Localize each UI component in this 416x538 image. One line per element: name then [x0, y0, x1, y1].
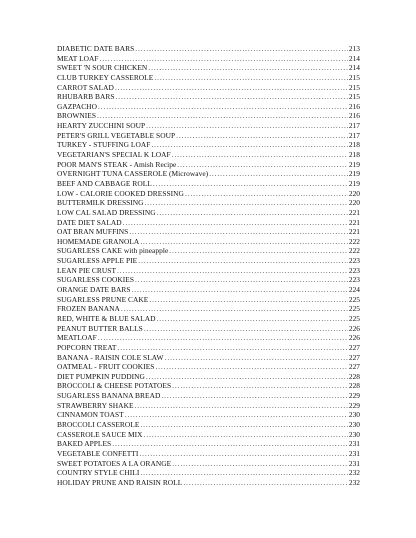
toc-entry-title: SUGARLESS COOKIES	[57, 275, 135, 285]
dot-leader	[153, 179, 348, 189]
toc-entry	[57, 362, 360, 372]
toc-entry	[57, 73, 360, 83]
toc-entry-page-number: 222	[348, 236, 360, 246]
toc-entry-title: LEAN PIE CRUST	[57, 265, 117, 275]
dot-leader	[157, 314, 348, 324]
toc-entry-title: BROCCOLI & CHEESE POTATOES	[57, 381, 172, 391]
table-of-contents	[57, 44, 360, 487]
toc-entry-title: RHUBARB BARS	[57, 92, 115, 102]
toc-entry-title: DIABETIC DATE BARS	[57, 44, 135, 53]
toc-entry	[57, 227, 360, 237]
toc-entry	[57, 198, 360, 208]
toc-entry-title: BROCCOLI CASSEROLE	[57, 419, 140, 429]
dot-leader	[176, 131, 348, 141]
dot-leader	[135, 401, 348, 411]
toc-entry	[57, 92, 360, 102]
toc-entry-title: DIET PUMPKIN PUDDING	[57, 371, 145, 381]
toc-entry-title: PETER'S GRILL VEGETABLE SOUP	[57, 130, 176, 140]
toc-entry-title: PEANUT BUTTER BALLS	[57, 323, 143, 333]
toc-entry	[57, 353, 360, 363]
toc-entry-page-number: 226	[348, 333, 360, 343]
dot-leader	[129, 227, 348, 237]
toc-entry-page-number: 218	[348, 150, 360, 160]
toc-entry	[57, 314, 360, 324]
toc-entry	[57, 372, 360, 382]
toc-entry	[57, 150, 360, 160]
toc-entry-page-number: 220	[348, 198, 360, 208]
dot-leader	[97, 111, 348, 121]
toc-entry-page-number: 226	[348, 323, 360, 333]
dot-leader	[98, 333, 348, 343]
toc-entry-title: BAKED APPLES	[57, 439, 112, 449]
toc-entry-page-number: 232	[348, 468, 360, 478]
toc-entry-title: VEGETARIAN'S SPECIAL K LOAF	[57, 150, 171, 160]
dot-leader	[209, 169, 348, 179]
toc-entry	[57, 131, 360, 141]
dot-leader	[140, 237, 348, 247]
toc-entry-title: SUGARLESS PRUNE CAKE	[57, 294, 149, 304]
toc-entry	[57, 324, 360, 334]
dot-leader	[146, 121, 348, 131]
toc-entry-title: LOW - CALORIE COOKED DRESSING	[57, 188, 184, 198]
toc-entry-title: SUGARLESS APPLE PIE	[57, 256, 138, 266]
toc-entry	[57, 401, 360, 411]
dot-leader	[131, 285, 347, 295]
toc-entry-title: RED, WHITE & BLUE SALAD	[57, 313, 156, 323]
toc-entry-page-number: 227	[348, 342, 360, 352]
toc-entry-page-number: 219	[348, 169, 360, 179]
toc-entry-title: BUTTERMILK DRESSING	[57, 198, 144, 208]
toc-entry-title: MEAT LOAF	[57, 53, 99, 63]
toc-entry	[57, 430, 360, 440]
toc-entry-title: OVERNIGHT TUNA CASSEROLE (Microwave)	[57, 169, 209, 179]
dot-leader	[177, 160, 348, 170]
toc-entry-page-number: 225	[348, 313, 360, 323]
dot-leader	[157, 208, 348, 218]
dot-leader	[139, 449, 348, 459]
toc-entry-page-number: 228	[348, 371, 360, 381]
toc-entry-page-number: 230	[348, 429, 360, 439]
dot-leader	[148, 63, 348, 73]
toc-entry-page-number: 232	[348, 477, 360, 487]
dot-leader	[140, 468, 348, 478]
dot-leader	[112, 439, 348, 449]
toc-entry	[57, 54, 360, 64]
toc-entry-page-number: 214	[348, 63, 360, 73]
toc-entry	[57, 160, 360, 170]
toc-entry	[57, 256, 360, 266]
dot-leader	[144, 430, 348, 440]
toc-entry-title: HOMEMADE GRANOLA	[57, 236, 140, 246]
dot-leader	[146, 372, 348, 382]
toc-entry	[57, 295, 360, 305]
toc-entry	[57, 410, 360, 420]
toc-entry-title: SWEET POTATOES A LA ORANGE	[57, 458, 172, 468]
toc-entry-title: SUGARLESS CAKE with pineapple	[57, 246, 169, 256]
dot-leader	[115, 83, 348, 93]
dot-leader	[100, 54, 348, 64]
toc-entry-title: CINNAMON TOAST	[57, 410, 124, 420]
toc-entry-title: VEGETABLE CONFETTI	[57, 448, 139, 458]
dot-leader	[172, 459, 348, 469]
dot-leader	[123, 218, 348, 228]
toc-entry	[57, 285, 360, 295]
toc-entry-title: LOW CAL SALAD DRESSING	[57, 207, 156, 217]
toc-entry-page-number: 221	[348, 217, 360, 227]
toc-entry-title: OATMEAL - FRUIT COOKIES	[57, 362, 155, 372]
toc-entry	[57, 468, 360, 478]
dot-leader	[151, 140, 347, 150]
dot-leader	[185, 189, 348, 199]
toc-entry-title: POOR MAN'S STEAK - Amish Recipe	[57, 159, 177, 169]
toc-entry	[57, 121, 360, 131]
dot-leader	[149, 295, 348, 305]
toc-entry	[57, 102, 360, 112]
toc-entry	[57, 266, 360, 276]
toc-entry-page-number: 228	[348, 381, 360, 391]
toc-entry-page-number: 231	[348, 458, 360, 468]
toc-entry-page-number: 219	[348, 159, 360, 169]
toc-entry-page-number: 214	[348, 53, 360, 63]
toc-entry-page-number: 215	[348, 72, 360, 82]
toc-entry-title: STRAWBERRY SHAKE	[57, 400, 134, 410]
toc-entry-page-number: 229	[348, 400, 360, 410]
toc-entry-page-number: 222	[348, 246, 360, 256]
toc-entry-page-number: 224	[348, 285, 360, 295]
toc-entry-title: FROZEN BANANA	[57, 304, 120, 314]
toc-entry-title: POPCORN TREAT	[57, 342, 117, 352]
toc-entry	[57, 179, 360, 189]
dot-leader	[183, 478, 348, 488]
toc-entry	[57, 44, 360, 54]
toc-entry-title: HOLIDAY PRUNE AND RAISIN ROLL	[57, 477, 183, 487]
toc-entry	[57, 391, 360, 401]
toc-entry-title: SWEET 'N SOUR CHICKEN	[57, 63, 148, 73]
toc-entry	[57, 459, 360, 469]
dot-leader	[121, 304, 348, 314]
toc-entry-title: DATE DIET SALAD	[57, 217, 122, 227]
toc-entry-page-number: 223	[348, 275, 360, 285]
toc-entry	[57, 189, 360, 199]
toc-entry-page-number: 225	[348, 304, 360, 314]
toc-entry-page-number: 215	[348, 82, 360, 92]
toc-entry-title: BANANA - RAISIN COLE SLAW	[57, 352, 164, 362]
toc-entry	[57, 83, 360, 93]
toc-entry-page-number: 219	[348, 178, 360, 188]
toc-entry	[57, 449, 360, 459]
toc-entry-title: BROWNIES	[57, 111, 96, 121]
toc-entry-title: GAZPACHO	[57, 101, 97, 111]
toc-entry-title: OAT BRAN MUFFINS	[57, 227, 129, 237]
toc-entry-title: CASSEROLE SAUCE MIX	[57, 429, 143, 439]
dot-leader	[161, 391, 348, 401]
toc-entry	[57, 169, 360, 179]
toc-entry-page-number: 217	[348, 121, 360, 131]
toc-entry	[57, 208, 360, 218]
toc-entry-page-number: 217	[348, 130, 360, 140]
toc-entry	[57, 237, 360, 247]
toc-entry-page-number: 223	[348, 256, 360, 266]
dot-leader	[135, 44, 348, 54]
toc-entry	[57, 111, 360, 121]
toc-entry-title: ORANGE DATE BARS	[57, 285, 131, 295]
toc-entry-page-number: 213	[348, 44, 360, 53]
toc-entry	[57, 140, 360, 150]
toc-entry-page-number: 231	[348, 439, 360, 449]
dot-leader	[117, 343, 347, 353]
toc-entry	[57, 478, 360, 488]
toc-entry-page-number: 216	[348, 101, 360, 111]
toc-entry-page-number: 215	[348, 92, 360, 102]
toc-entry	[57, 246, 360, 256]
toc-entry-page-number: 227	[348, 362, 360, 372]
dot-leader	[117, 266, 348, 276]
toc-entry-page-number: 221	[348, 227, 360, 237]
toc-entry	[57, 275, 360, 285]
dot-leader	[138, 256, 348, 266]
toc-entry-page-number: 221	[348, 207, 360, 217]
toc-entry	[57, 420, 360, 430]
toc-entry	[57, 218, 360, 228]
toc-entry-page-number: 230	[348, 419, 360, 429]
toc-entry-title: BEEF AND CABBAGE ROLL	[57, 178, 152, 188]
dot-leader	[155, 362, 347, 372]
toc-entry-title: SUGARLESS BANANA BREAD	[57, 391, 161, 401]
dot-leader	[115, 92, 347, 102]
dot-leader	[172, 150, 348, 160]
dot-leader	[172, 381, 348, 391]
toc-entry-page-number: 218	[348, 140, 360, 150]
toc-entry-page-number: 230	[348, 410, 360, 420]
toc-entry	[57, 304, 360, 314]
toc-entry-title: TURKEY - STUFFING LOAF	[57, 140, 151, 150]
toc-entry	[57, 63, 360, 73]
toc-entry-page-number: 220	[348, 188, 360, 198]
toc-entry-title: COUNTRY STYLE CHILI	[57, 468, 140, 478]
toc-entry-title: CLUB TURKEY CASSEROLE	[57, 72, 154, 82]
dot-leader	[144, 324, 348, 334]
dot-leader	[145, 198, 348, 208]
toc-entry	[57, 333, 360, 343]
dot-leader	[165, 353, 348, 363]
toc-entry-title: CARROT SALAD	[57, 82, 114, 92]
dot-leader	[154, 73, 348, 83]
toc-entry-page-number: 225	[348, 294, 360, 304]
toc-entry	[57, 381, 360, 391]
toc-entry-title: MEATLOAF	[57, 333, 97, 343]
dot-leader	[169, 246, 348, 256]
toc-entry-page-number: 227	[348, 352, 360, 362]
toc-entry-page-number: 229	[348, 391, 360, 401]
toc-entry-page-number: 216	[348, 111, 360, 121]
toc-entry-page-number: 231	[348, 448, 360, 458]
dot-leader	[140, 420, 347, 430]
dot-leader	[98, 102, 348, 112]
dot-leader	[125, 410, 348, 420]
toc-entry-page-number: 223	[348, 265, 360, 275]
toc-entry	[57, 343, 360, 353]
dot-leader	[135, 275, 348, 285]
toc-entry-title: HEARTY ZUCCHINI SOUP	[57, 121, 146, 131]
toc-entry	[57, 439, 360, 449]
